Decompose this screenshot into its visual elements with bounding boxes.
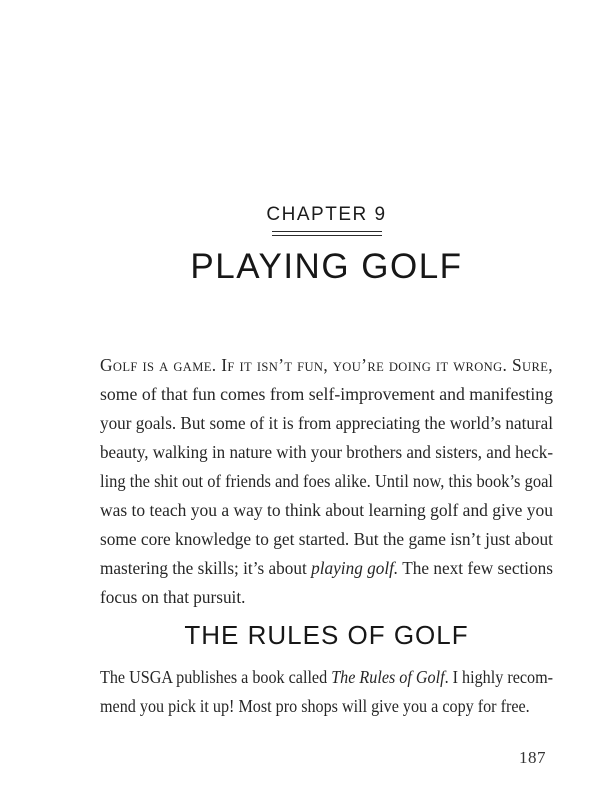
chapter-title: PLAYING GOLF (190, 247, 463, 286)
text-line: your goals. But some of it is from appreciating the world’s natural (100, 413, 553, 433)
intro-paragraph (100, 351, 553, 612)
page-number: 187 (519, 748, 546, 767)
chapter-kicker: CHAPTER 9 (266, 204, 387, 225)
text-line: mend you pick it up! Most pro shops will give you a copy for free. (100, 696, 530, 716)
text-line: ling the shit out of friends and foes alike. Until now, this book’s goal (100, 471, 553, 491)
text-line: was to teach you a way to think about learning golf and give you (100, 500, 553, 520)
chapter-double-rule (272, 231, 382, 236)
text-line: beauty, walking in nature with your brothers and sisters, and heck- (100, 442, 553, 462)
text-line: The USGA publishes a book called The Rules of Golf. I highly recom- (100, 667, 553, 687)
text-line: focus on that pursuit. (100, 587, 246, 607)
text-line: some core knowledge to get started. But the game isn’t just about (100, 529, 553, 549)
text-line: mastering the skills; it’s about playing golf. The next few sections (100, 558, 553, 578)
text-line: some of that fun comes from self-improvement and manifesting (100, 384, 553, 404)
rules-paragraph (100, 663, 553, 721)
text-line: Golf is a game. If it isn’t fun, you’re doing it wrong. Sure, (100, 355, 553, 375)
chapter-header (100, 203, 553, 289)
section-title: THE RULES OF GOLF (184, 620, 469, 650)
